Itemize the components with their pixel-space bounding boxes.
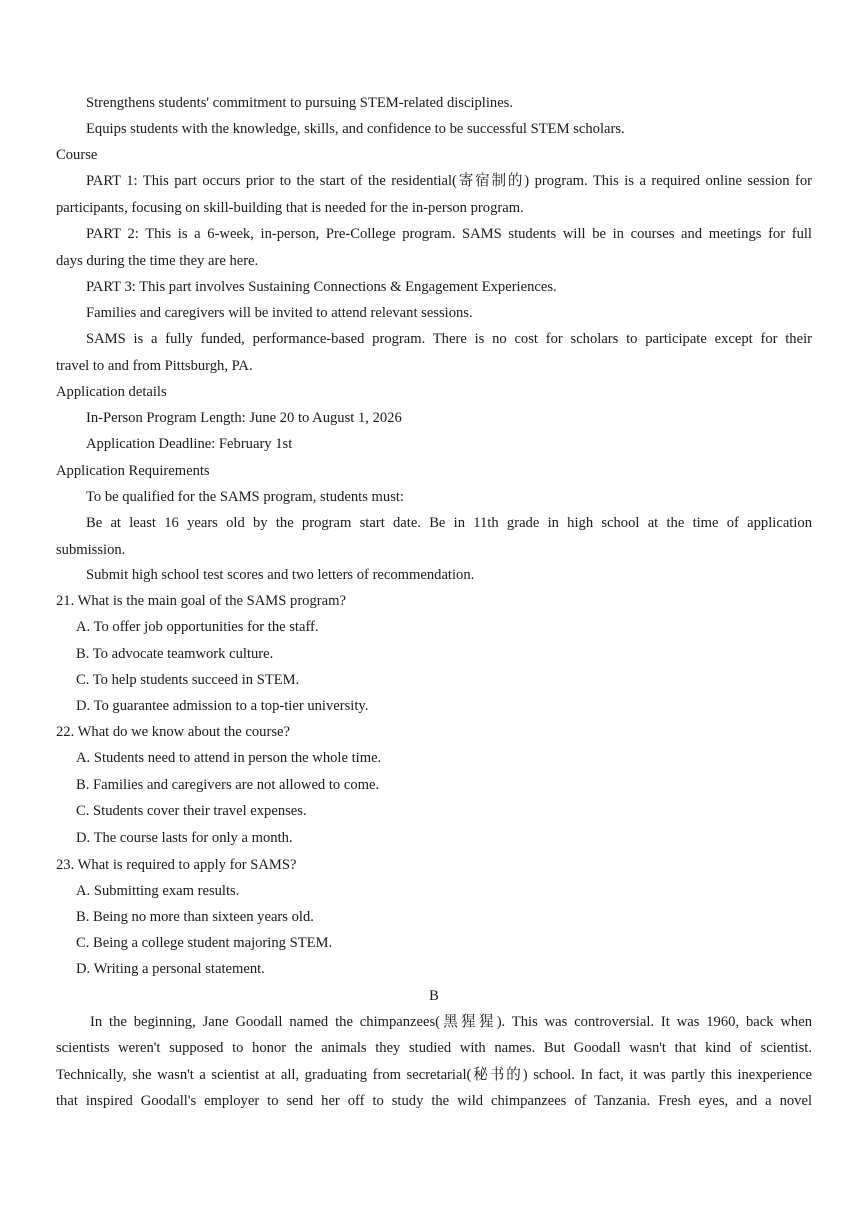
question-21-stem: 21. What is the main goal of the SAMS program? — [56, 593, 346, 609]
section-b-line-3: Technically, she wasn't a scientist at all, graduating from secretarial(秘书的) school. In fact, it was partly this inexperience — [56, 1067, 812, 1083]
intro-bullet-1: Strengthens students' commitment to pursuing STEM-related disciplines. — [86, 95, 514, 111]
question-23-option-b: B. Being no more than sixteen years old. — [76, 909, 314, 925]
course-part2-line1: PART 2: This is a 6-week, in-person, Pre-College program. SAMS students will be in courses and meetings for full — [86, 226, 812, 242]
application-details-heading: Application details — [56, 384, 167, 400]
requirements-scores: Submit high school test scores and two letters of recommendation. — [86, 567, 475, 583]
requirements-age-line1: Be at least 16 years old by the program start date. Be in 11th grade in high school at the time of application — [86, 515, 812, 531]
question-22-option-c: C. Students cover their travel expenses. — [76, 803, 307, 819]
question-23-option-d: D. Writing a personal statement. — [76, 961, 265, 977]
course-part1-line1: PART 1: This part occurs prior to the start of the residential(寄宿制的) program. This is a required online session for — [86, 173, 812, 189]
section-b-line-2: scientists weren't supposed to honor the animals they studied with names. But Goodall wasn't that kind of scientist. — [56, 1040, 812, 1056]
question-22-stem: 22. What do we know about the course? — [56, 724, 290, 740]
section-b-line-1: In the beginning, Jane Goodall named the chimpanzees(黑猩猩). This was controversial. It was 1960, back when — [90, 1014, 812, 1030]
requirements-age-line2: submission. — [56, 542, 126, 558]
question-23-option-c: C. Being a college student majoring STEM. — [76, 935, 333, 951]
question-23-option-a: A. Submitting exam results. — [76, 883, 240, 899]
course-funded-line2: travel to and from Pittsburgh, PA. — [56, 358, 253, 374]
question-21-option-c: C. To help students succeed in STEM. — [76, 672, 300, 688]
question-22-option-b: B. Families and caregivers are not allowed to come. — [76, 777, 380, 793]
course-families: Families and caregivers will be invited to attend relevant sessions. — [86, 305, 473, 321]
application-deadline: Application Deadline: February 1st — [86, 436, 293, 452]
question-23-stem: 23. What is required to apply for SAMS? — [56, 857, 297, 873]
course-heading: Course — [56, 147, 98, 163]
course-part1-line2: participants, focusing on skill-building that is needed for the in-person program. — [56, 200, 524, 216]
course-funded-line1: SAMS is a fully funded, performance-based program. There is no cost for scholars to participate except for their — [86, 331, 812, 347]
requirements-intro: To be qualified for the SAMS program, students must: — [86, 489, 404, 505]
intro-bullet-2: Equips students with the knowledge, skills, and confidence to be successful STEM scholars. — [86, 121, 625, 137]
question-21-option-b: B. To advocate teamwork culture. — [76, 646, 274, 662]
application-requirements-heading: Application Requirements — [56, 463, 210, 479]
course-part3: PART 3: This part involves Sustaining Connections & Engagement Experiences. — [86, 279, 557, 295]
application-length: In-Person Program Length: June 20 to August 1, 2026 — [86, 410, 402, 426]
question-22-option-a: A. Students need to attend in person the whole time. — [76, 750, 382, 766]
section-b-line-4: that inspired Goodall's employer to send her off to study the wild chimpanzees of Tanzania. Fresh eyes, and a novel — [56, 1093, 812, 1109]
question-22-option-d: D. The course lasts for only a month. — [76, 830, 293, 846]
course-part2-line2: days during the time they are here. — [56, 253, 259, 269]
section-b-heading: B — [429, 988, 439, 1004]
question-21-option-d: D. To guarantee admission to a top-tier university. — [76, 698, 369, 714]
question-21-option-a: A. To offer job opportunities for the staff. — [76, 619, 319, 635]
